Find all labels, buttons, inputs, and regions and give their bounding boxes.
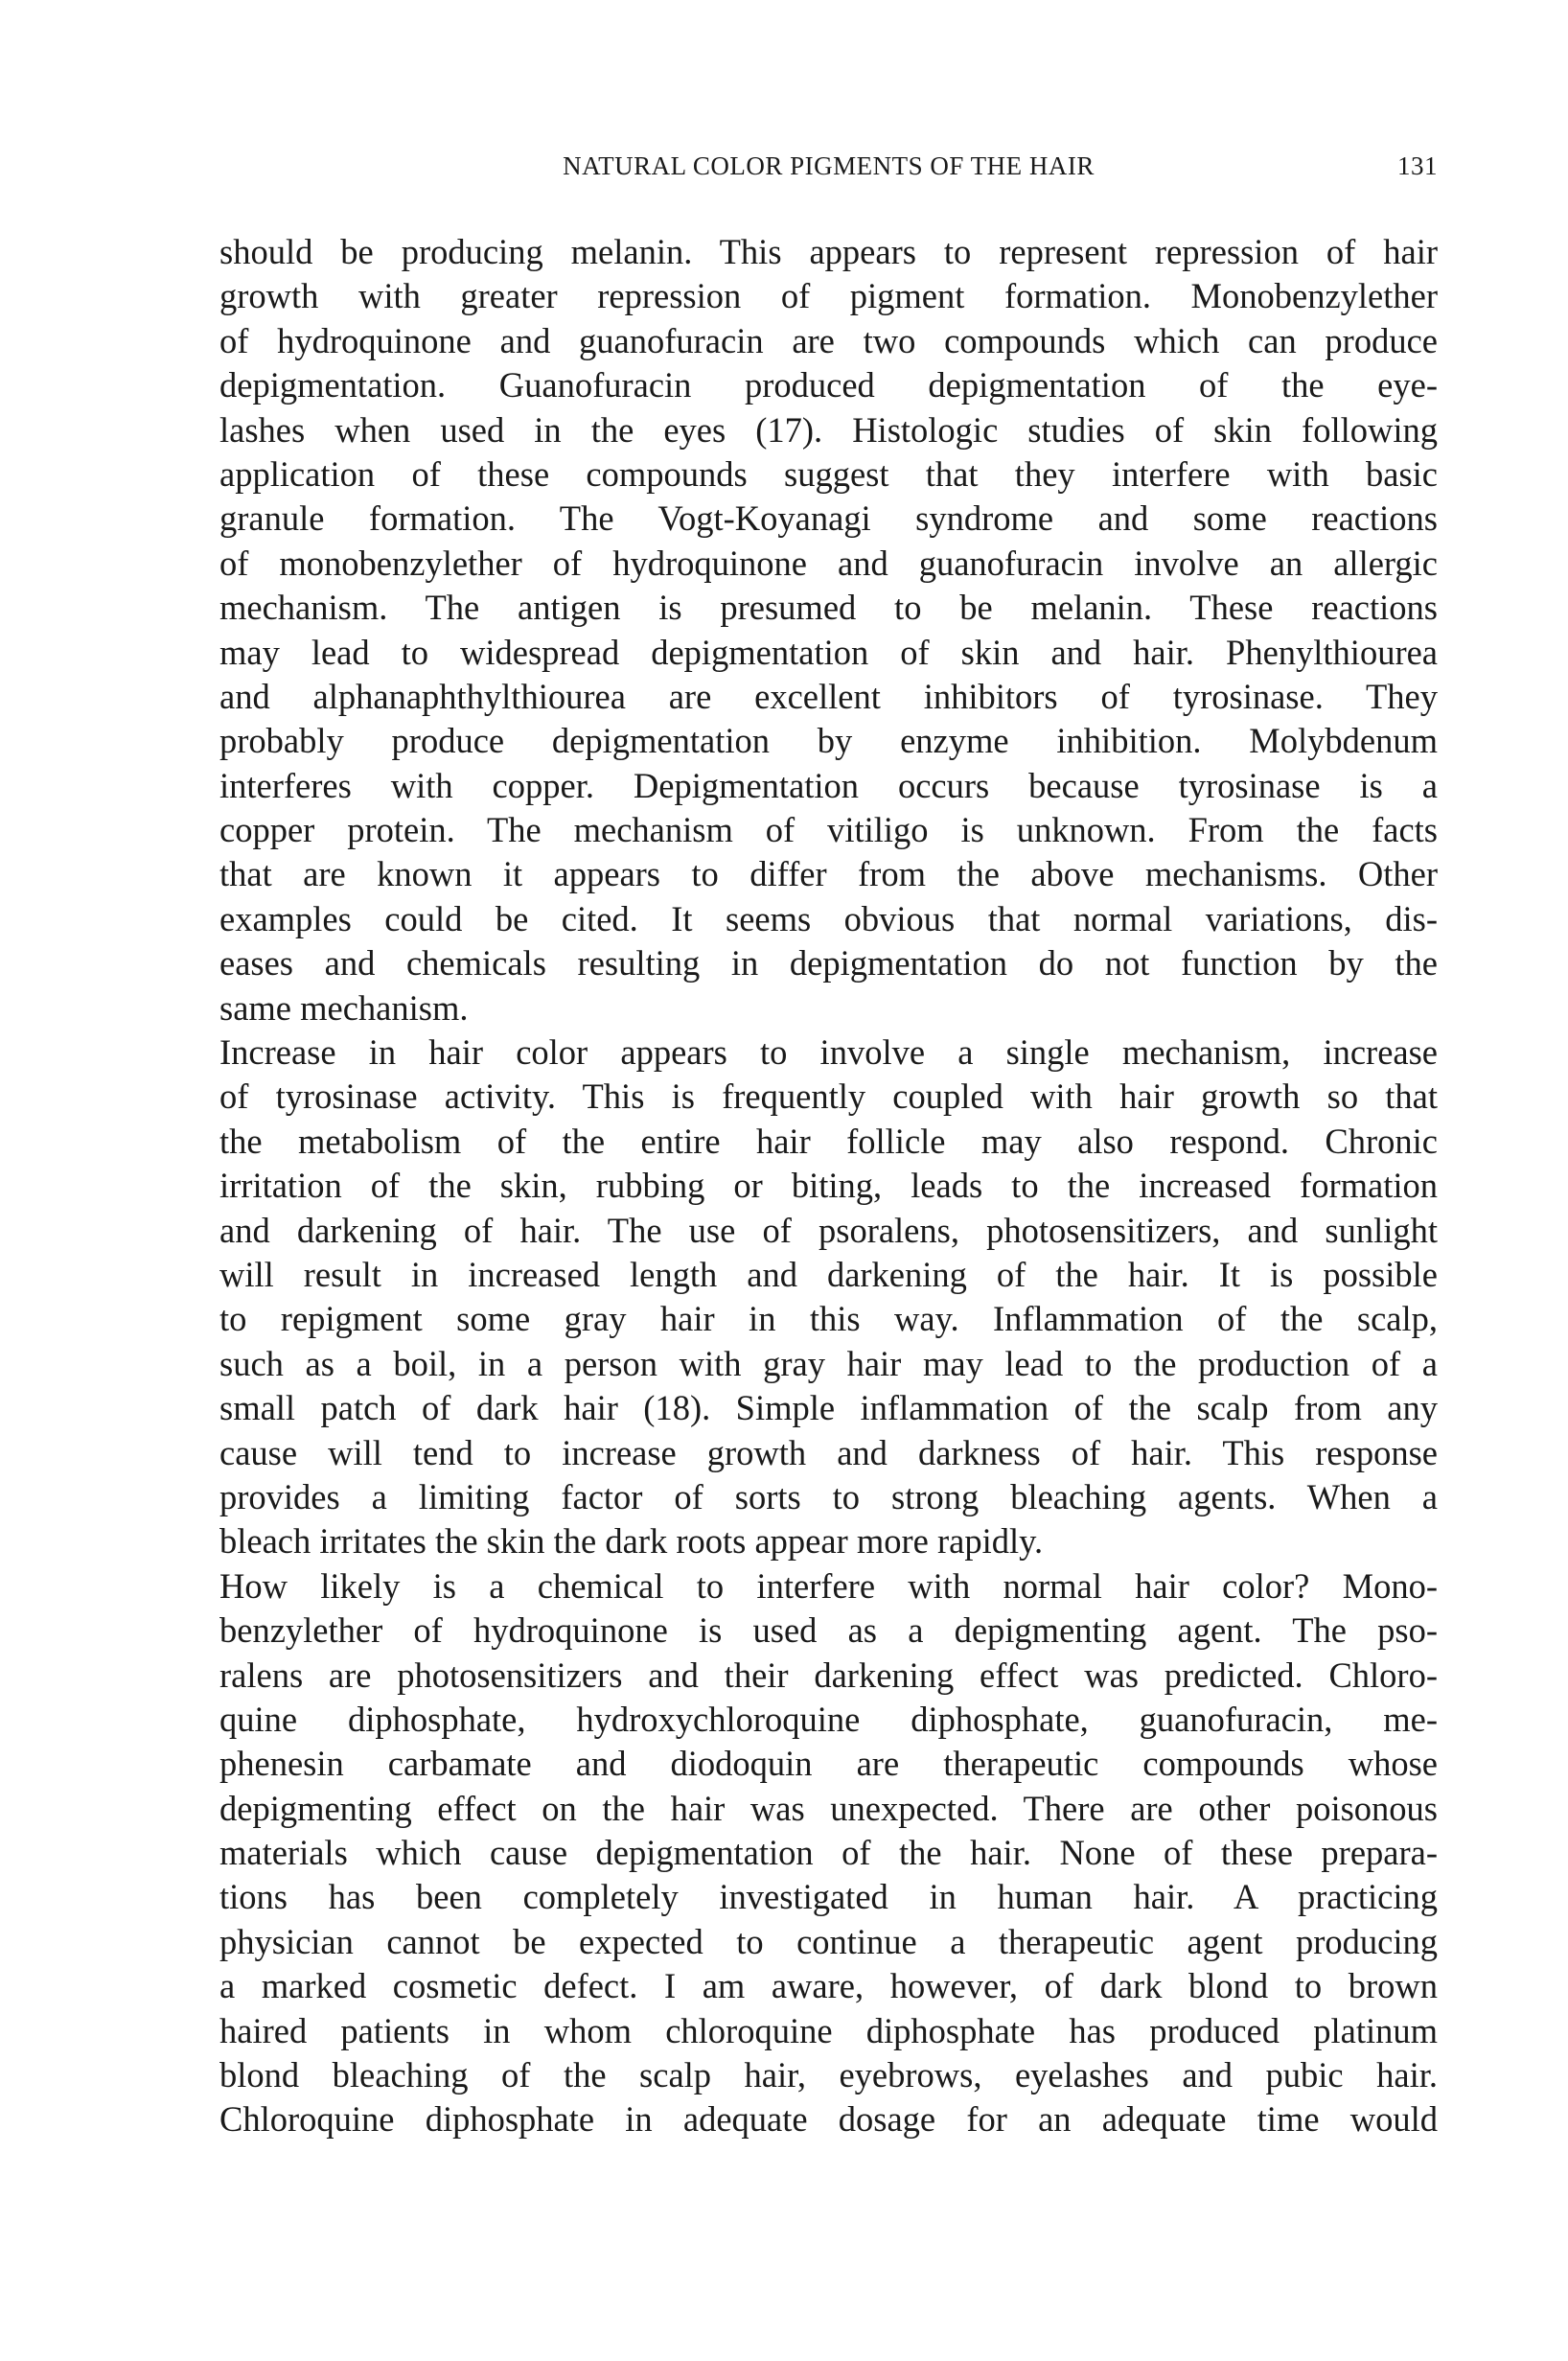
text-line: blond bleaching of the scalp hair, eyebrows, eyelashes and pubic hair. xyxy=(219,2055,1438,2095)
text-line: such as a boil, in a person with gray hair may lead to the production of a xyxy=(219,1343,1438,1383)
body-text xyxy=(219,230,1438,2142)
text-line: application of these compounds suggest that they interfere with basic xyxy=(219,453,1438,494)
paragraph xyxy=(219,1030,1438,1564)
text-line: examples could be cited. It seems obvious that normal variations, dis- xyxy=(219,898,1438,938)
text-line: phenesin carbamate and diodoquin are therapeutic compounds whose xyxy=(219,1744,1438,1784)
text-line: of tyrosinase activity. This is frequently coupled with hair growth so that xyxy=(219,1076,1438,1117)
text-line: the metabolism of the entire hair follicle may also respond. Chronic xyxy=(219,1121,1438,1161)
text-line: eases and chemicals resulting in depigmentation do not function by the xyxy=(219,943,1438,984)
text-line: bleach irritates the skin the dark roots appear more rapidly. xyxy=(219,1521,1044,1562)
text-line: provides a limiting factor of sorts to strong bleaching agents. When a xyxy=(219,1476,1438,1516)
text-line: may lead to widespread depigmentation of skin and hair. Phenylthiourea xyxy=(219,632,1438,672)
text-line: depigmentation. Guanofuracin produced depigmentation of the eye- xyxy=(219,365,1438,405)
text-line: Chloroquine diphosphate in adequate dosage for an adequate time would xyxy=(219,2099,1438,2140)
text-line: tions has been completely investigated in human hair. A practicing xyxy=(219,1877,1438,1917)
text-line: to repigment some gray hair in this way. Inflammation of the scalp, xyxy=(219,1299,1438,1339)
text-line: quine diphosphate, hydroxychloroquine diphosphate, guanofuracin, me- xyxy=(219,1699,1438,1739)
text-line: small patch of dark hair (18). Simple inflammation of the scalp from any xyxy=(219,1388,1438,1428)
text-line: should be producing melanin. This appears to represent repression of hair xyxy=(219,232,1438,271)
text-line: copper protein. The mechanism of vitiligo is unknown. From the facts xyxy=(219,810,1438,850)
text-line: depigmenting effect on the hair was unexpected. There are other poisonous xyxy=(219,1788,1438,1828)
text-line: mechanism. The antigen is presumed to be melanin. These reactions xyxy=(219,588,1438,628)
text-line: and alphanaphthylthiourea are excellent inhibitors of tyrosinase. They xyxy=(219,676,1438,716)
paragraph xyxy=(219,1564,1438,2142)
text-line: cause will tend to increase growth and darkness of hair. This response xyxy=(219,1432,1438,1472)
page-number: 131 xyxy=(1397,151,1438,180)
text-line: How likely is a chemical to interfere with normal hair color? Mono- xyxy=(219,1565,1438,1606)
text-line: lashes when used in the eyes (17). Histologic studies of skin following xyxy=(219,409,1438,450)
text-line: a marked cosmetic defect. I am aware, however, of dark blond to brown xyxy=(219,1966,1438,2006)
text-line: haired patients in whom chloroquine diphosphate has produced platinum xyxy=(219,2010,1438,2050)
text-line: of hydroquinone and guanofuracin are two compounds which can produce xyxy=(219,320,1438,360)
text-line: will result in increased length and darkening of the hair. It is possible xyxy=(219,1254,1438,1294)
paragraph xyxy=(219,230,1438,1030)
page-header xyxy=(219,151,1438,190)
text-line: growth with greater repression of pigment formation. Monobenzylether xyxy=(219,276,1438,316)
text-line: probably produce depigmentation by enzyme inhibition. Molybdenum xyxy=(219,721,1438,761)
text-line: same mechanism. xyxy=(219,987,469,1028)
text-line: materials which cause depigmentation of the hair. None of these prepara- xyxy=(219,1833,1438,1873)
text-line: irritation of the skin, rubbing or biting, leads to the increased formation xyxy=(219,1166,1438,1206)
text-line: ralens are photosensitizers and their darkening effect was predicted. Chloro- xyxy=(219,1655,1438,1695)
text-line: and darkening of hair. The use of psoralens, photosensitizers, and sunlight xyxy=(219,1210,1438,1250)
text-line: granule formation. The Vogt-Koyanagi syndrome and some reactions xyxy=(219,498,1438,539)
text-line: benzylether of hydroquinone is used as a depigmenting agent. The pso- xyxy=(219,1610,1438,1651)
text-line: that are known it appears to differ from the above mechanisms. Other xyxy=(219,854,1438,894)
text-line: of monobenzylether of hydroquinone and guanofuracin involve an allergic xyxy=(219,543,1438,583)
running-title: NATURAL COLOR PIGMENTS OF THE HAIR xyxy=(563,151,1095,180)
text-line: interferes with copper. Depigmentation occurs because tyrosinase is a xyxy=(219,765,1438,805)
text-line: Increase in hair color appears to involve a single mechanism, increase xyxy=(219,1032,1438,1073)
text-line: physician cannot be expected to continue a therapeutic agent producing xyxy=(219,1921,1438,1961)
